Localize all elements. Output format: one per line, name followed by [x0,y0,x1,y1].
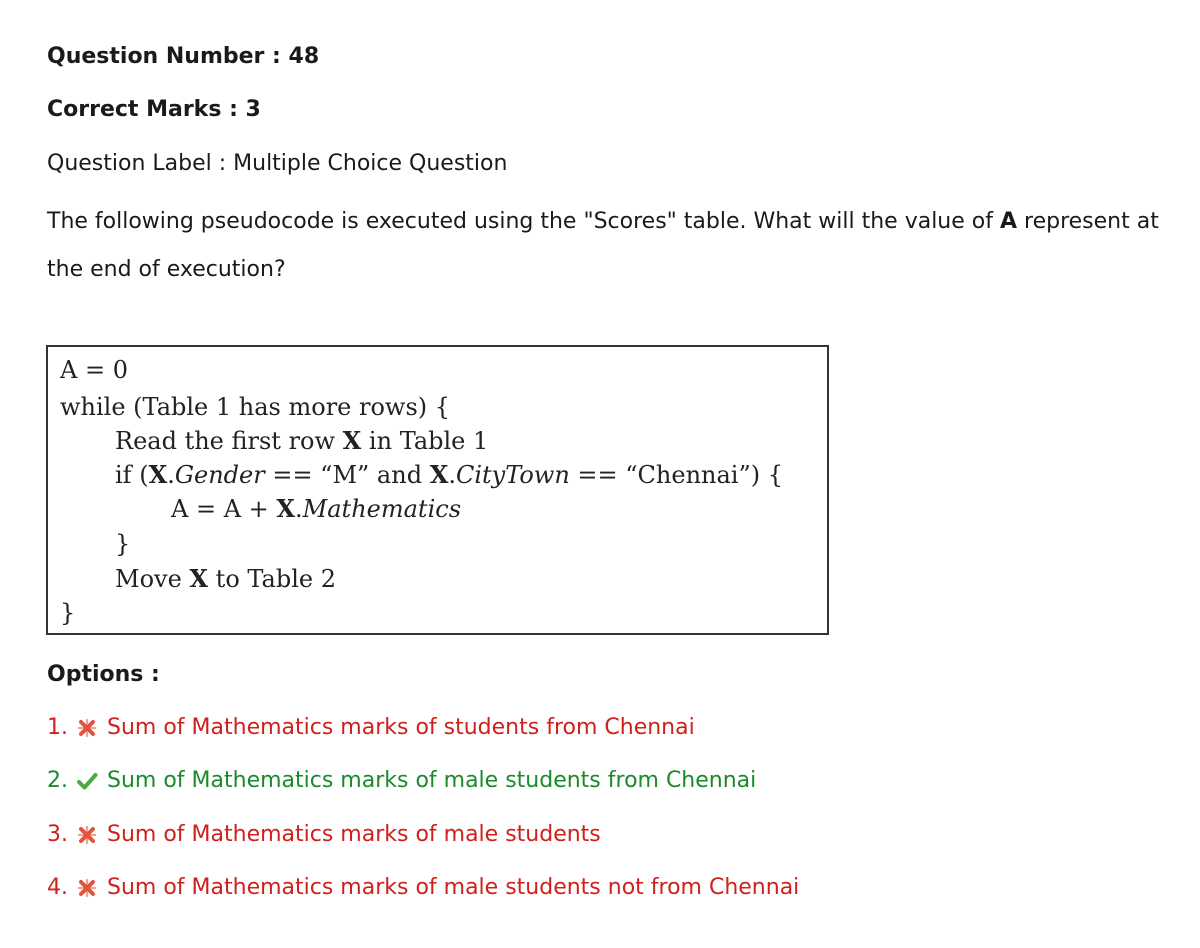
code-line-2: while (Table 1 has more rows) { [60,393,451,421]
question-text [47,198,1177,294]
code-line-8: } [60,599,76,627]
code-line-5: A = A + X.Mathematics [171,494,462,523]
check-icon [76,770,98,792]
option-text: Sum of Mathematics marks of male students [107,822,601,847]
code-line-7: Move X to Table 2 [115,564,336,593]
pseudocode-box [46,345,829,635]
option-number: 4. [47,875,68,900]
code-line-3: Read the first row X in Table 1 [115,426,489,455]
question-text-part2: represent at the end of execution? [47,209,1159,282]
code-line-6: } [115,530,131,558]
option-number: 2. [47,768,68,793]
option-number: 3. [47,822,68,847]
option-2[interactable] [47,766,756,796]
cross-icon [76,877,98,899]
question-text-variable: A [999,209,1018,234]
code-line-1: A = 0 [60,356,128,384]
question-text-part1: The following pseudocode is executed using the "Scores" table. What will the value of [47,209,1000,234]
option-text: Sum of Mathematics marks of students from Chennai [107,715,695,740]
option-number: 1. [47,715,68,740]
option-text: Sum of Mathematics marks of male students from Chennai [107,768,757,793]
question-label: Question Label : Multiple Choice Question [47,151,508,176]
cross-icon [76,717,98,739]
options-title: Options : [47,662,160,687]
option-3[interactable] [47,820,601,850]
code-line-4: if (X.Gender == “M” and X.CityTown == “Chennai”) { [115,460,783,489]
question-number: Question Number : 48 [47,44,320,69]
correct-marks: Correct Marks : 3 [47,97,261,122]
option-text: Sum of Mathematics marks of male students not from Chennai [107,875,800,900]
cross-icon [76,824,98,846]
option-1[interactable] [47,713,695,743]
option-4[interactable] [47,873,799,903]
